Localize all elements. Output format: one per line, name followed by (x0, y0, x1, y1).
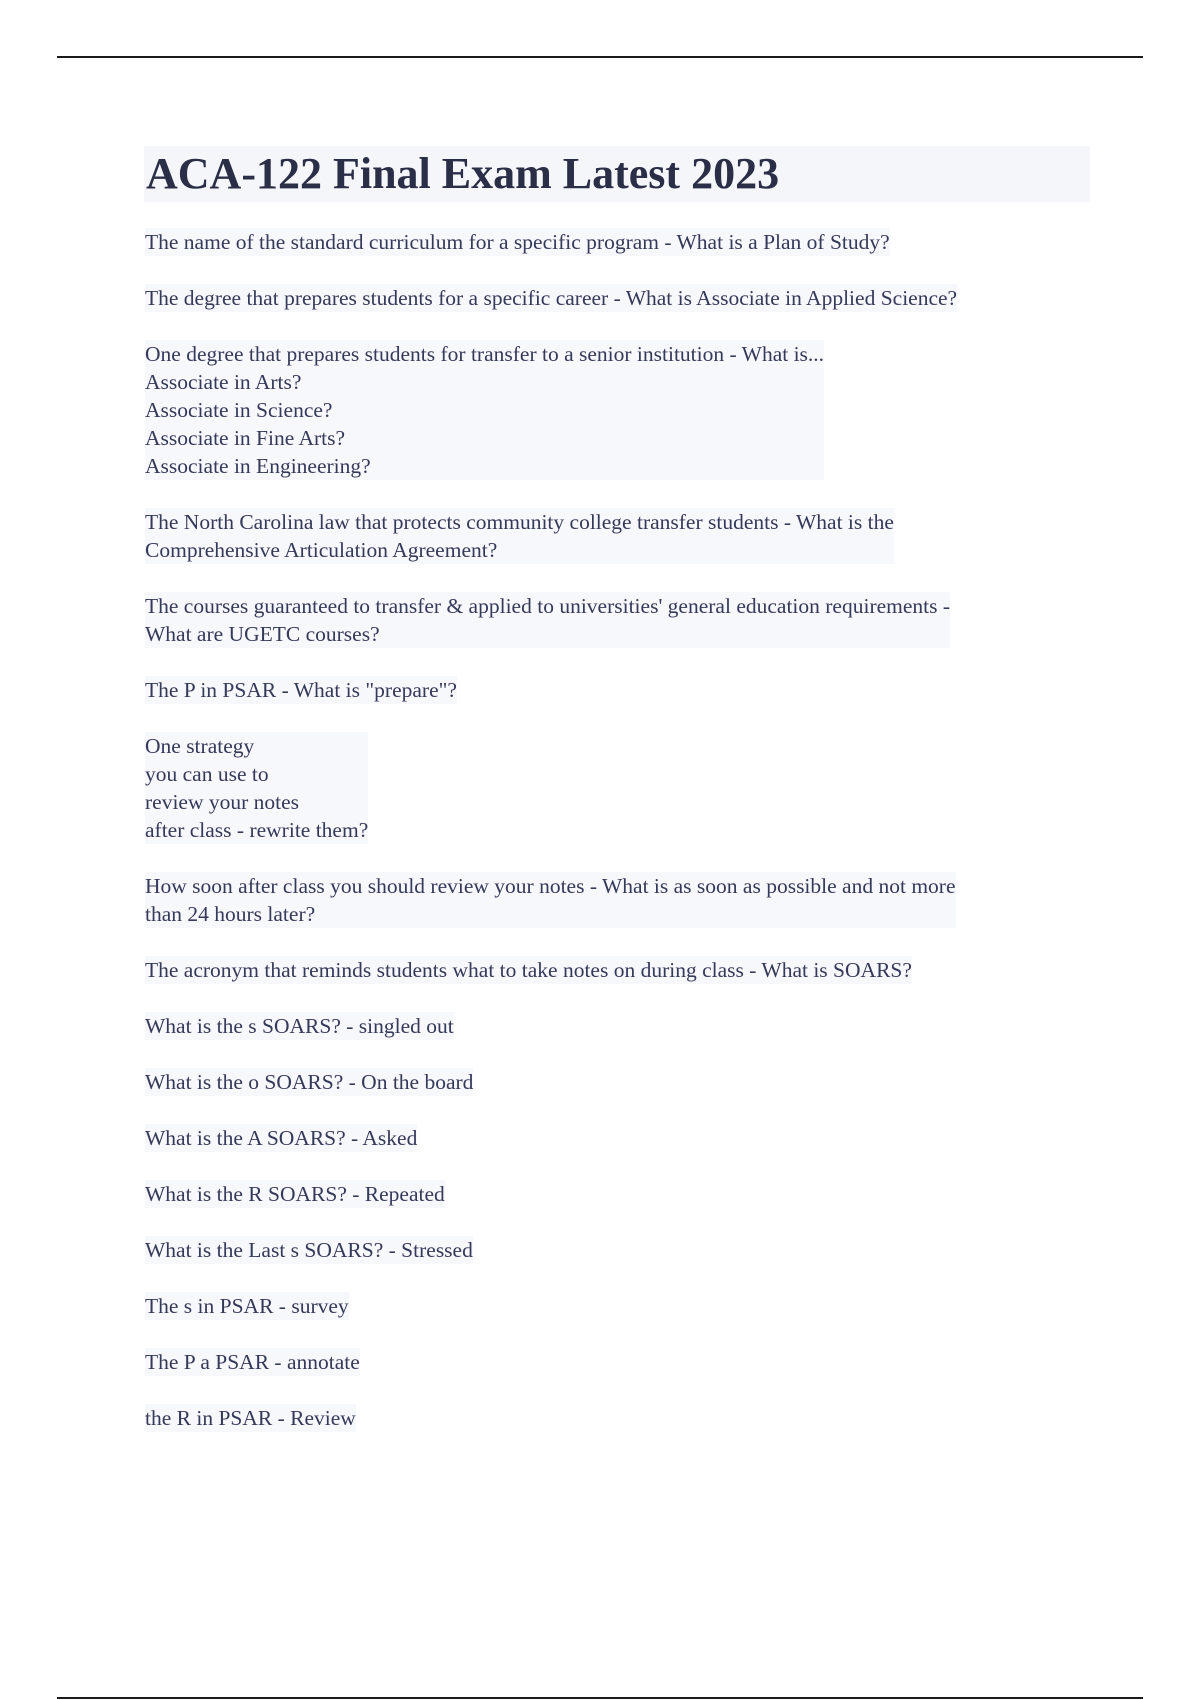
qa-entry (145, 1180, 445, 1208)
qa-line: The s in PSAR - survey (145, 1294, 349, 1318)
qa-entry (145, 508, 894, 564)
qa-line: The P a PSAR - annotate (145, 1350, 360, 1374)
qa-entry (145, 956, 912, 984)
qa-entry (145, 732, 368, 844)
qa-line: The P in PSAR - What is "prepare"? (145, 678, 457, 702)
qa-line: The courses guaranteed to transfer & applied to universities' general education requirements - (145, 594, 951, 618)
qa-entry (145, 340, 824, 480)
qa-line: What is the A SOARS? - Asked (145, 1126, 418, 1150)
qa-line: review your notes (145, 790, 300, 814)
qa-line: the R in PSAR - Review (145, 1406, 356, 1430)
qa-line: Associate in Engineering? (145, 454, 371, 478)
qa-entry (145, 1124, 417, 1152)
qa-entry (145, 592, 950, 648)
qa-line: One strategy (145, 734, 255, 758)
qa-entry (145, 284, 957, 312)
qa-entry (145, 228, 890, 256)
qa-line: What is the R SOARS? - Repeated (145, 1182, 445, 1206)
qa-line: Associate in Arts? (145, 370, 302, 394)
qa-line: The North Carolina law that protects community college transfer students - What is the (145, 510, 894, 534)
qa-line: Associate in Fine Arts? (145, 426, 346, 450)
qa-entry (145, 1012, 454, 1040)
page-bottom-rule (57, 1697, 1143, 1699)
qa-line: One degree that prepares students for transfer to a senior institution - What is... (145, 342, 825, 366)
qa-entry (145, 1292, 349, 1320)
qa-entry (145, 1236, 473, 1264)
qa-entry (145, 1348, 360, 1376)
qa-line: than 24 hours later? (145, 902, 316, 926)
qa-line: What is the o SOARS? - On the board (145, 1070, 474, 1094)
qa-entry (145, 872, 956, 928)
qa-line: What is the Last s SOARS? - Stressed (145, 1238, 473, 1262)
qa-line: The degree that prepares students for a specific career - What is Associate in Applied Science? (145, 286, 958, 310)
qa-entry (145, 1068, 473, 1096)
page-top-rule (57, 56, 1143, 58)
qa-line: What are UGETC courses? (145, 622, 380, 646)
qa-line: you can use to (145, 762, 269, 786)
qa-list (145, 228, 1095, 1460)
qa-entry (145, 1404, 356, 1432)
qa-line: How soon after class you should review your notes - What is as soon as possible and not more (145, 874, 956, 898)
qa-entry (145, 676, 457, 704)
qa-line: after class - rewrite them? (145, 818, 369, 842)
qa-line: The name of the standard curriculum for a specific program - What is a Plan of Study? (145, 230, 890, 254)
document-title: ACA-122 Final Exam Latest 2023 (144, 146, 1090, 202)
qa-line: What is the s SOARS? - singled out (145, 1014, 454, 1038)
qa-line: Associate in Science? (145, 398, 333, 422)
qa-line: Comprehensive Articulation Agreement? (145, 538, 498, 562)
qa-line: The acronym that reminds students what to take notes on during class - What is SOARS? (145, 958, 912, 982)
